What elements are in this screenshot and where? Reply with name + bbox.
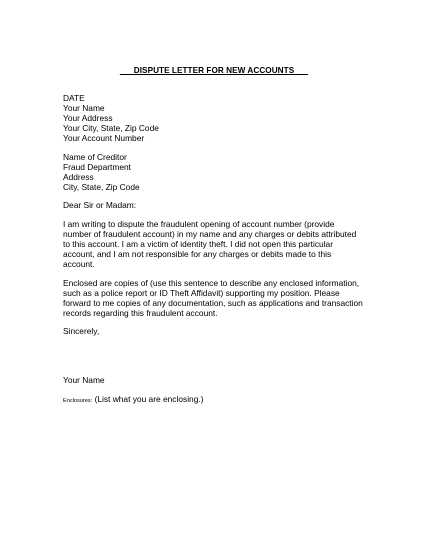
sender-line-address: Your Address: [63, 113, 113, 123]
recipient-line-creditor: Name of Creditor: [63, 152, 127, 162]
paragraph2-line: forward to me copies of any documentation, such as applications and transaction: [63, 298, 363, 308]
sender-line-account: Your Account Number: [63, 133, 145, 143]
paragraph1-line: I am writing to dispute the fraudulent opening of account number (provide: [63, 219, 335, 229]
recipient-line-address: Address: [63, 172, 94, 182]
paragraph2-line: records regarding this fraudulent account.: [63, 308, 218, 318]
enclosures-label: Enclosures:: [63, 398, 93, 404]
paragraph1-line: to this account. I am a victim of identity theft. I did not open this particular: [63, 239, 333, 249]
document-title: [0, 66, 428, 75]
enclosures-text: (List what you are enclosing.): [94, 394, 204, 404]
enclosures-line: [63, 394, 204, 406]
closing: Sincerely,: [63, 326, 100, 336]
paragraph2-line: Enclosed are copies of (use this sentence to describe any enclosed information,: [63, 278, 360, 288]
document-title-text: DISPUTE LETTER FOR NEW ACCOUNTS: [133, 66, 295, 75]
paragraph1-line: number of fraudulent account) in my name and any charges or debits attributed: [63, 229, 357, 239]
sender-line-city: Your City, State, Zip Code: [63, 123, 159, 133]
signature-name: Your Name: [63, 375, 105, 385]
recipient-line-department: Fraud Department: [63, 162, 131, 172]
sender-line-name: Your Name: [63, 103, 105, 113]
paragraph1-line: account.: [63, 259, 95, 269]
paragraph2-line: such as a police report or ID Theft Affidavit) supporting my position. Please: [63, 288, 340, 298]
salutation: Dear Sir or Madam:: [63, 200, 137, 210]
sender-line-date: DATE: [63, 93, 85, 103]
paragraph1-line: account, and I am not responsible for any charges or debits made to this: [63, 249, 332, 259]
recipient-line-city: City, State, Zip Code: [63, 182, 140, 192]
